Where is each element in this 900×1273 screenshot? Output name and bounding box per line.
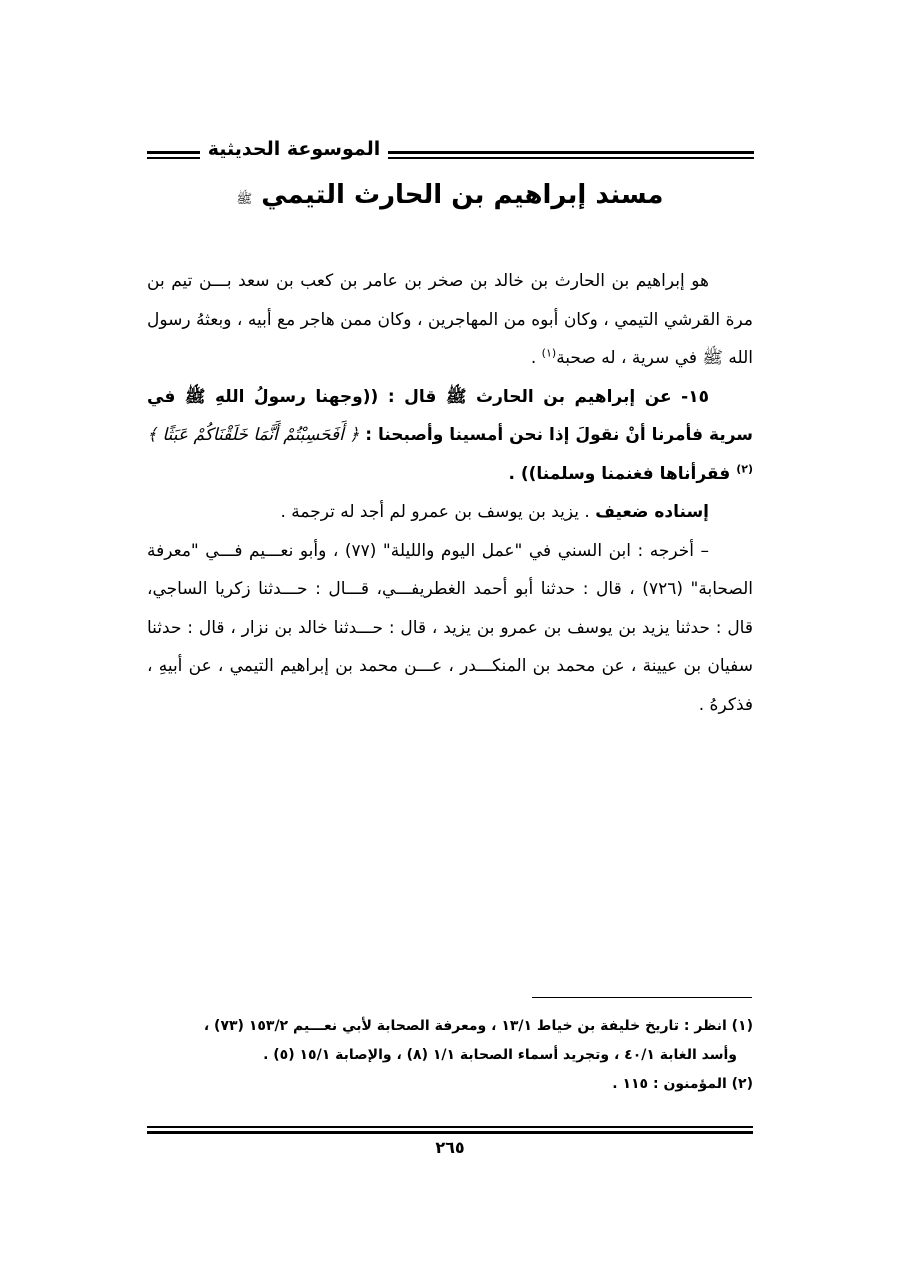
grading-paragraph: إسناده ضعيف . يزيد بن يوسف بن عمرو لم أجد له ترجمة . xyxy=(280,502,709,522)
hadith-paragraph: ١٥- عن إبراهيم بن الحارث ﷺ قال : ((وجهنا رسولُ اللهِ ﷺ في سرية فأمرنا أنْ نقولَ إذا نحن أمسينا وأصبحنا : ﴿ أَفَحَسِبْتُمْ أَنَّمَا خَلَقْنَاكُمْ عَبَثًا ﴾$^{(٢)}$ فقرأناها فغنمنا وسلمنا)) . xyxy=(147,386,753,484)
page-number: ٢٦٥ xyxy=(435,1138,465,1157)
footnotes xyxy=(147,1012,753,1099)
footnote-ref-1: (١) xyxy=(541,346,557,360)
header-rule-left xyxy=(147,151,200,159)
footnote-separator xyxy=(532,997,752,998)
footnote-2: (٢) المؤمنون : ١١٥ . xyxy=(612,1076,753,1092)
takhrij-paragraph: – أخرجه : ابن السني في "عمل اليوم والليلة" (٧٧) ، وأبو نعـــيم فـــي "معرفة الصحابة" (٧٢٦) ، قال : حدثنا أبو أحمد الغطريفـــي، قـــال : حـــدثنا زكريا الساجي، قال : حدثنا يزيد بن يوسف بن عمرو بن يزيد ، قال : حـــدثنا خالد بن نزار ، قال : حدثنا سفيان بن عيينة ، عن محمد بن المنكـــدر ، عـــن محمد بن إبراهيم التيمي ، عن أبيهِ ، فذكرهُ . xyxy=(147,540,754,715)
section-title xyxy=(150,180,750,210)
quran-verse: ﴿ أَفَحَسِبْتُمْ أَنَّمَا خَلَقْنَاكُمْ عَبَثًا ﴾ xyxy=(147,425,360,445)
hadith-number: ١٥- xyxy=(681,386,709,407)
body-text xyxy=(147,262,753,724)
grading-label: إسناده ضعيف xyxy=(595,502,709,522)
footnote-1: (١) انظر : تاريخ خليفة بن خياط ١٣/١ ، ومعرفة الصحابة لأبي نعـــيم ١٥٣/٢ (٧٣) ، xyxy=(203,1018,753,1034)
running-header-title: الموسوعة الحديثية xyxy=(207,138,381,160)
section-title-text: مسند إبراهيم بن الحارث التيمي xyxy=(261,180,664,210)
biography-paragraph: هو إبراهيم بن الحارث بن خالد بن صخر بن عامر بن كعب بن سعد بـــن تيم بن مرة القرشي التيمي ، وكان أبوه من المهاجرين ، وكان ممن هاجر مع أبيه ، وبعثهُ رسول الله ﷺ في سرية ، له صحبة$^{(١)}$ . xyxy=(147,271,753,368)
footnote-ref-2: (٢) xyxy=(736,461,753,475)
honorific-symbol: ﷺ xyxy=(236,192,253,207)
header-rule-right xyxy=(388,151,754,159)
footer-rule xyxy=(147,1126,753,1134)
footnote-1-continued: وأسد الغابة ٤٠/١ ، وتجريد أسماء الصحابة ١/١ (٨) ، والإصابة ١٥/١ (٥) . xyxy=(263,1047,737,1063)
